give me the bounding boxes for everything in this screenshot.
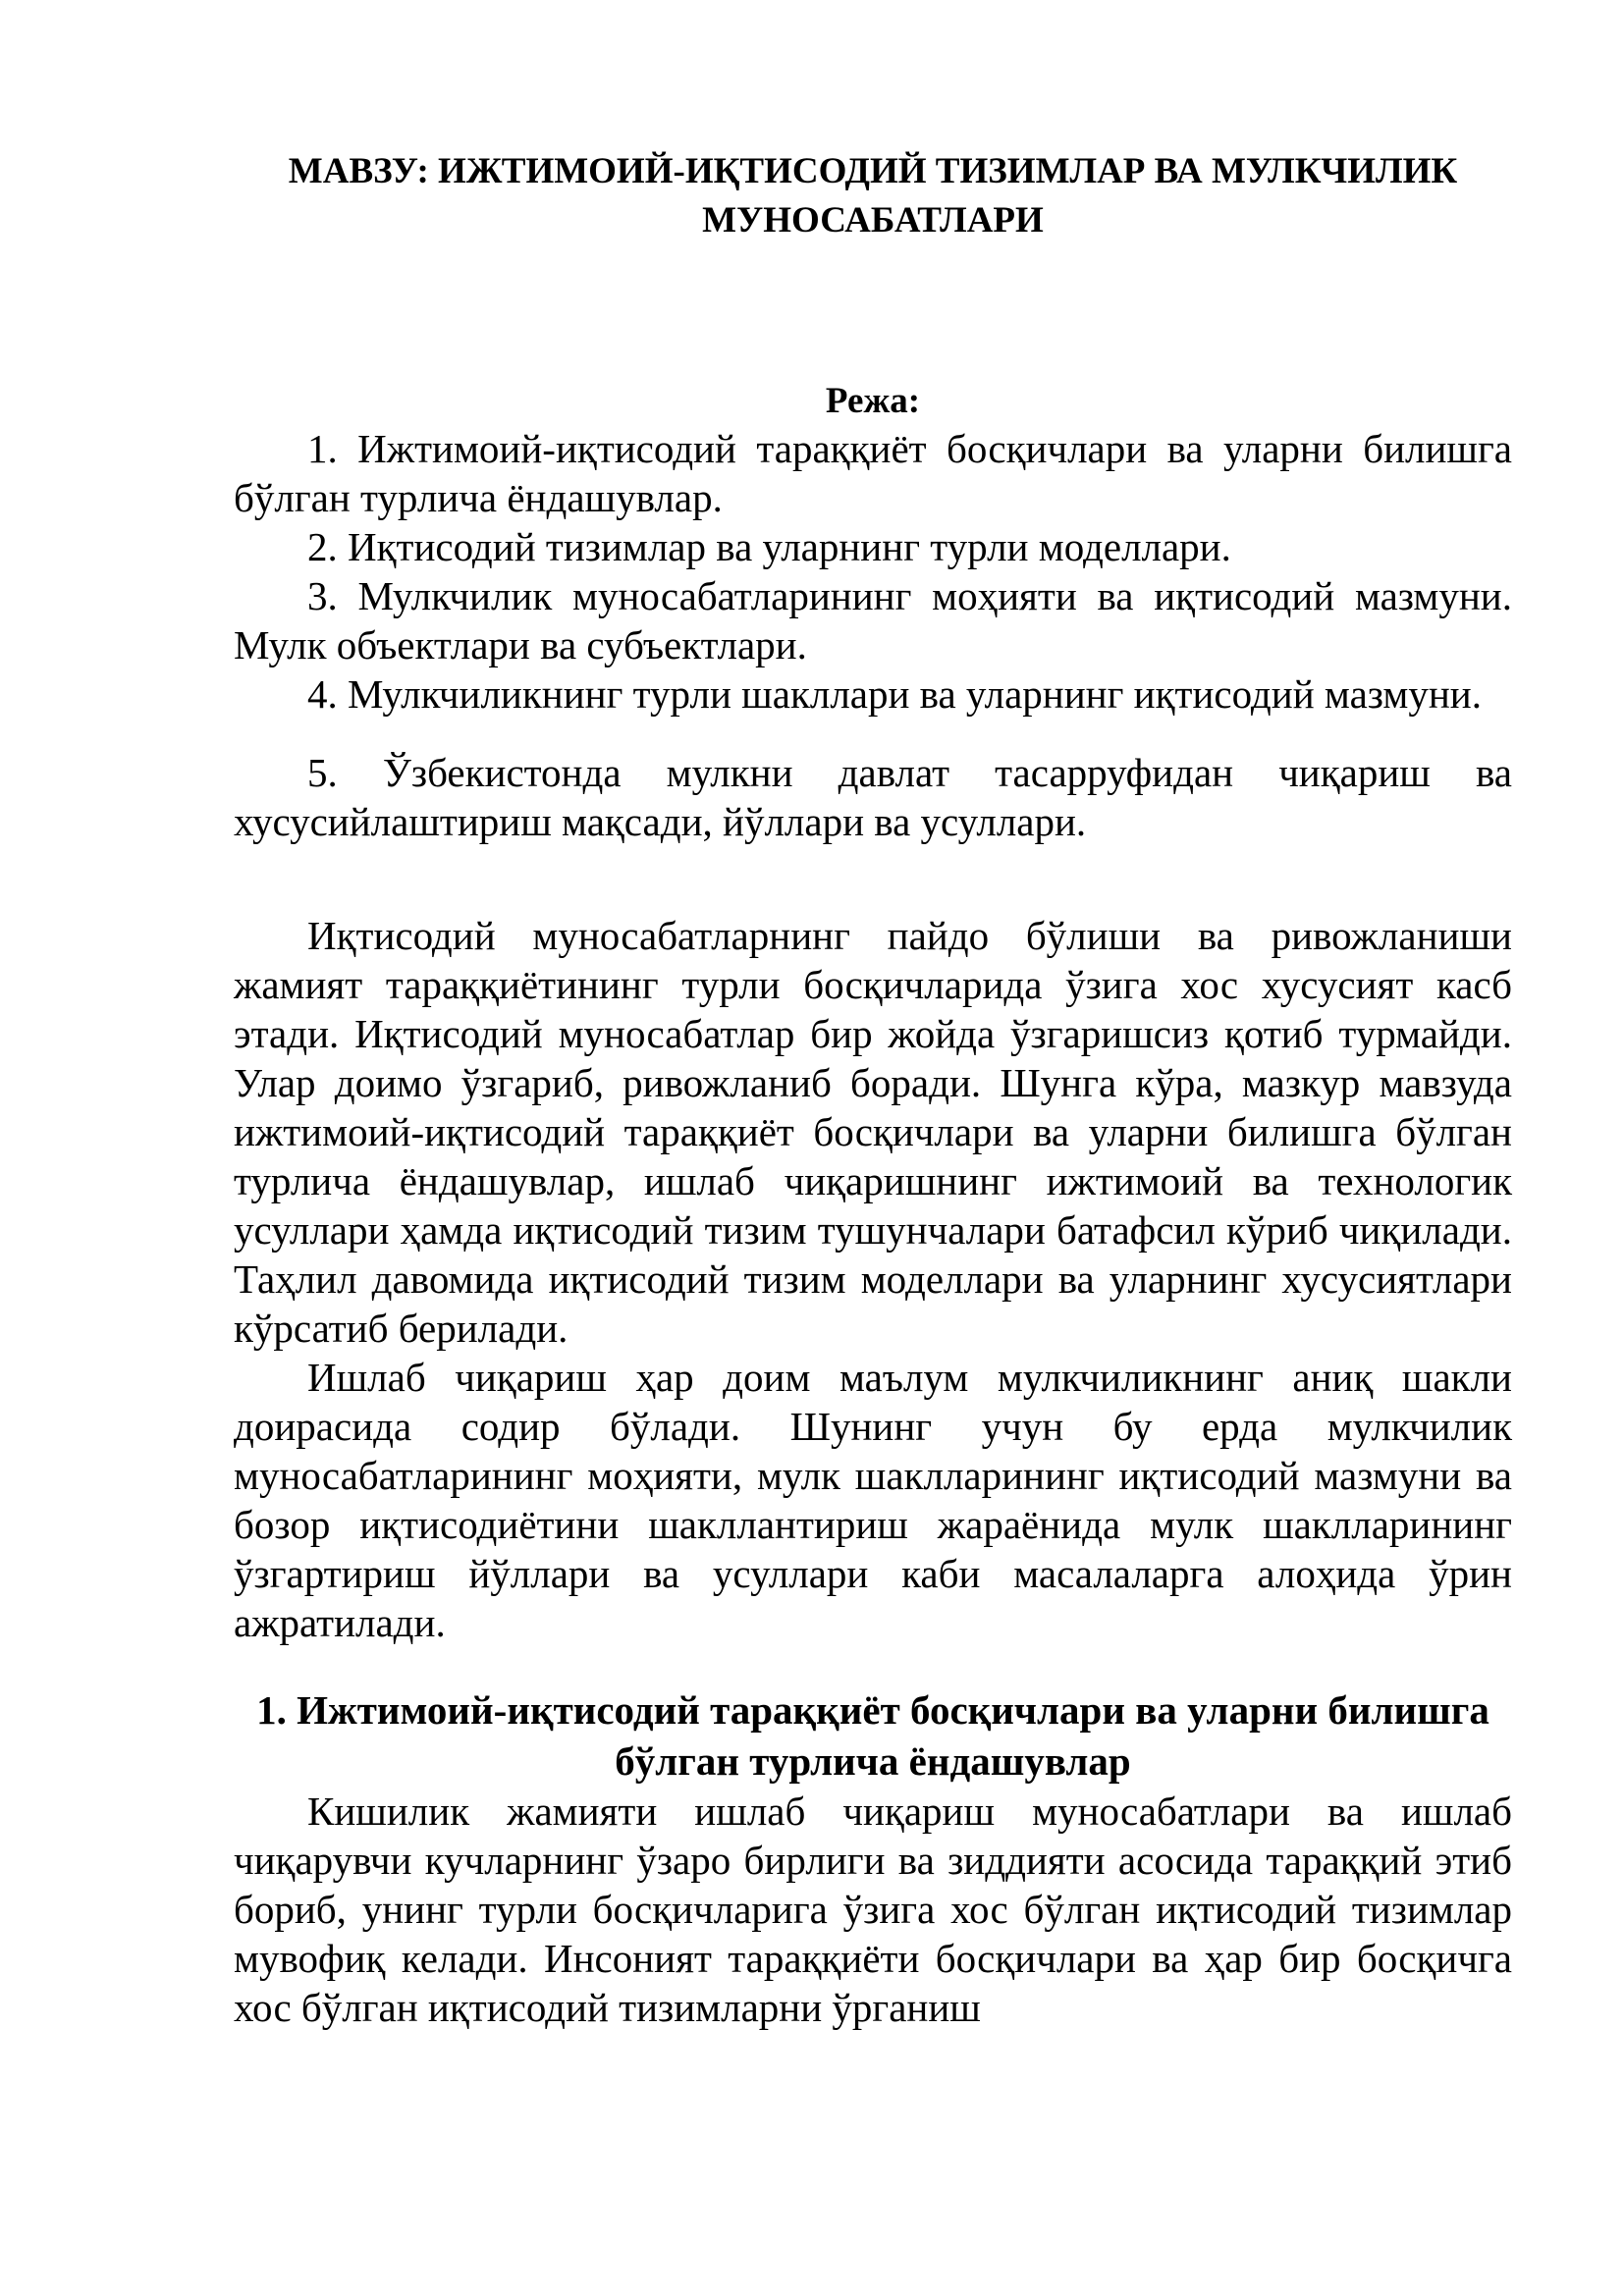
body-paragraph: Иқтисодий муносабатларнинг пайдо бўлиши ва ривожланиши жамият тараққиётининг турли босқичларида ўзига хос хусусият касб этади. Иқтисодий муносабатлар бир жойда ўзгаришсиз қотиб турмайди. Улар доимо ўзгариб, ривожланиб боради. Шунга кўра, мазкур мавзуда ижтимоий-иқтисодий тараққиёт босқичлари ва уларни билишга бўлган турлича ёндашувлар, ишлаб чиқаришнинг ижтимоий ва технологик усуллари ҳамда иқтисодий тизим тушунчалари батафсил кўриб чиқилади. Таҳлил давомида иқтисодий тизим моделлари ва уларнинг хусусиятлари кўрсатиб берилади.	[234, 913, 1512, 1351]
plan-item: 3. Мулкчилик муносабатларининг моҳияти ва иқтисодий мазмуни. Мулк объектлари ва субъектлари.	[234, 573, 1512, 667]
plan-item: 1. Ижтимоий-иқтисодий тараққиёт босқичлари ва уларни билишга бўлган турлича ёндашувлар.	[234, 426, 1512, 520]
plan-heading: Режа:	[825, 381, 921, 421]
section-heading: 1. Ижтимоий-иқтисодий тараққиёт босқичлари ва уларни билишга бўлган турлича ёндашувлар	[256, 1687, 1489, 1784]
plan-item: 4. Мулкчиликнинг турли шакллари ва уларнинг иқтисодий мазмуни.	[307, 671, 1482, 717]
plan-item: 2. Иқтисодий тизимлар ва уларнинг турли моделлари.	[307, 524, 1231, 569]
intro-section	[234, 911, 1512, 1647]
document-title: МАВЗУ: ИЖТИМОИЙ-ИҚТИСОДИЙ ТИЗИМЛАР ВА МУЛКЧИЛИК МУНОСАБАТЛАРИ	[288, 151, 1458, 240]
plan-list	[234, 424, 1512, 846]
document-body	[234, 147, 1512, 2032]
body-paragraph: Ишлаб чиқариш ҳар доим маълум мулкчиликнинг аниқ шакли доирасида содир бўлади. Шунинг учун бу ерда мулкчилик муносабатларининг моҳияти, мулк шаклларининг иқтисодий мазмуни ва бозор иқтисодиётини шакллантириш жараёнида мулк шаклларининг ўзгартириш йўллари ва усуллари каби масалаларга алоҳида ўрин ажратилади.	[234, 1355, 1512, 1645]
plan-item: 5. Ўзбекистонда мулкни давлат тасарруфидан чиқариш ва хусусийлаштириш мақсади, йўллари ва усуллари.	[234, 750, 1512, 844]
body-paragraph: Кишилик жамияти ишлаб чиқариш муносабатлари ва ишлаб чиқарувчи кучларнинг ўзаро бирлиги ва зиддияти асосида тараққий этиб бориб, унинг турли босқичларига ўзига хос бўлган иқтисодий тизимлар мувофиқ келади. Инсоният тараққиёти босқичлари ва ҳар бир босқичга хос бўлган иқтисодий тизимларни ўрганиш	[234, 1789, 1512, 2030]
